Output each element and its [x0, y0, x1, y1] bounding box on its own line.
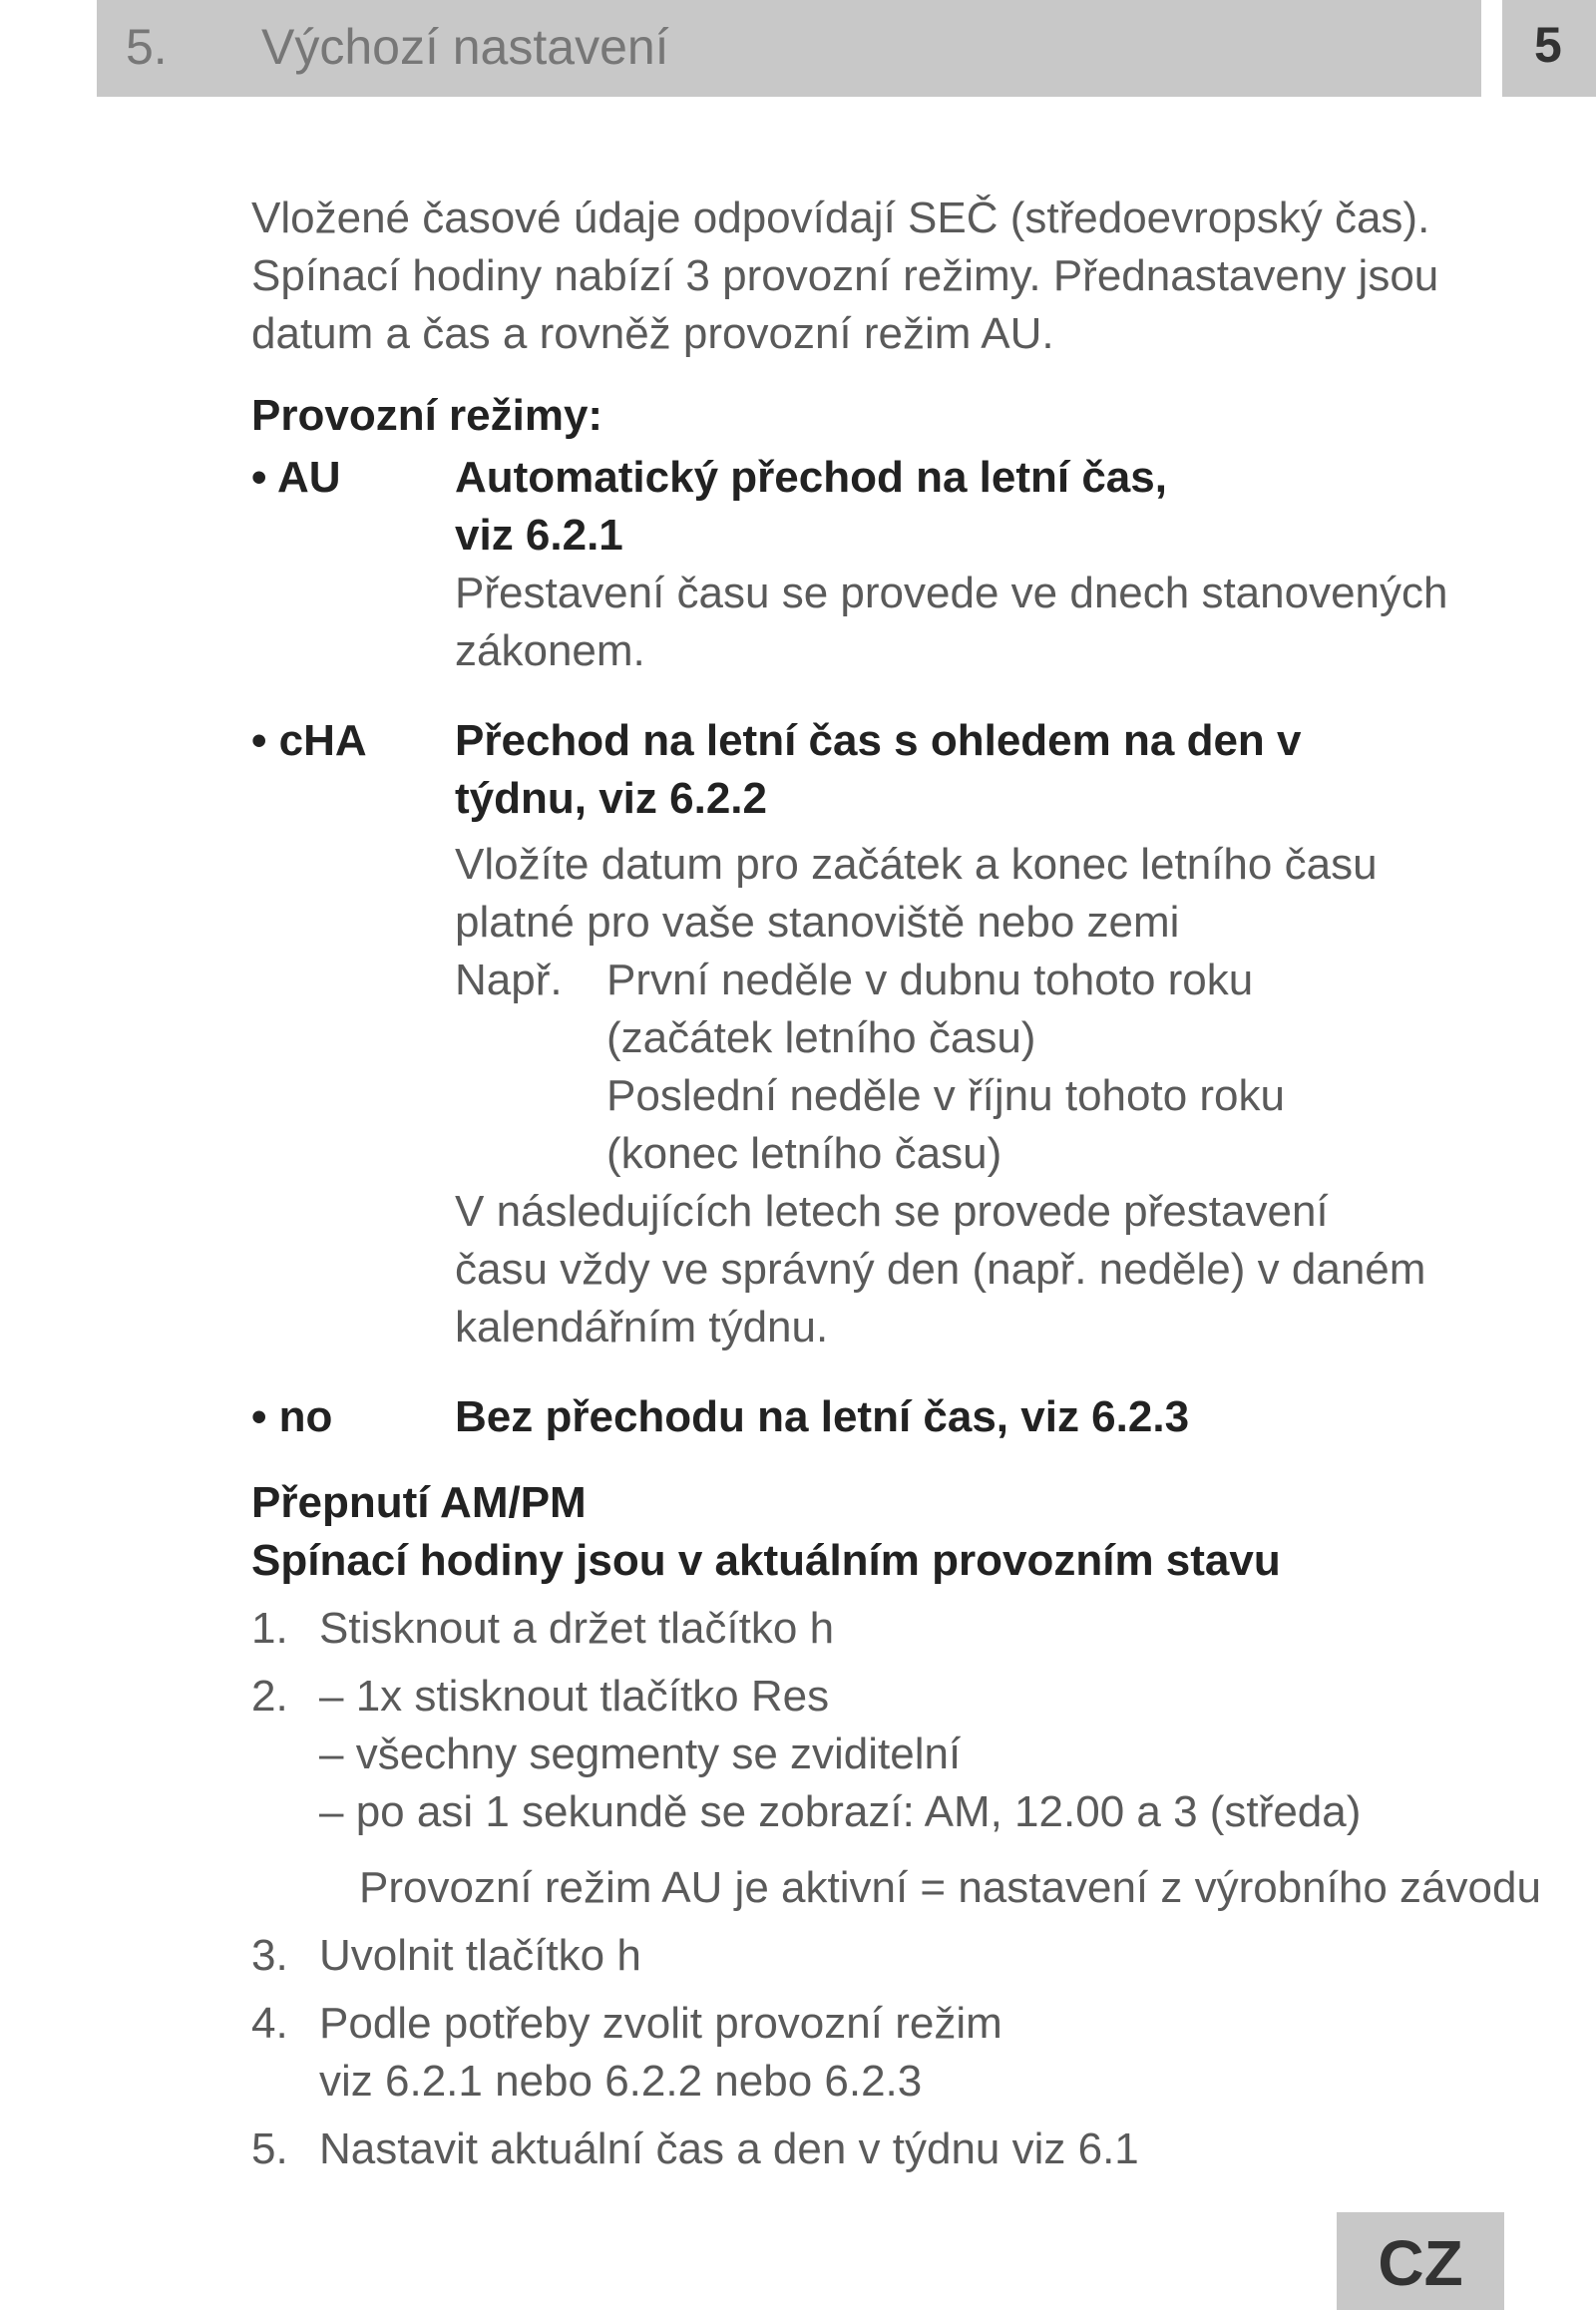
language-tab-label: CZ — [1378, 2227, 1463, 2299]
example-line: První neděle v dubnu tohoto roku — [606, 956, 1254, 1004]
language-tab — [1337, 2212, 1504, 2310]
mode-code: • no — [251, 1392, 333, 1441]
ampm-subheading: Spínací hodiny jsou v aktuálním provozním stavu — [251, 1536, 1281, 1585]
example-line: Poslední neděle v říjnu tohoto roku — [606, 1071, 1286, 1120]
intro-line: Spínací hodiny nabízí 3 provozní režimy. Přednastaveny jsou — [251, 251, 1439, 300]
mode-code: • AU — [251, 453, 341, 502]
mode-desc-line: času vždy ve správný den (např. neděle) v daném — [455, 1245, 1426, 1294]
page-content — [251, 190, 1541, 2178]
mode-title-line: týdnu, viz 6.2.2 — [455, 774, 767, 823]
step-item — [251, 1668, 1508, 1841]
mode-desc-line: V následujících letech se provede přestavení — [455, 1187, 1329, 1236]
mode-item-cha — [251, 712, 1508, 1356]
intro-line: Vložené časové údaje odpovídají SEČ (středoevropský čas). — [251, 193, 1430, 242]
mode-title-line: viz 6.2.1 — [455, 511, 623, 560]
mode-item-au — [251, 449, 1508, 680]
mode-desc-line: zákonem. — [455, 626, 645, 675]
step-line: – 1x stisknout tlačítko Res — [319, 1672, 830, 1721]
step-note: Provozní režim AU je aktivní = nastavení z výrobního závodu — [359, 1863, 1541, 1912]
step-line: Uvolnit tlačítko h — [319, 1931, 641, 1980]
page-number-tab — [1502, 0, 1596, 97]
page-number: 5 — [1534, 17, 1562, 73]
step-line: viz 6.2.1 nebo 6.2.2 nebo 6.2.3 — [319, 2057, 923, 2106]
mode-desc-line: Přestavení času se provede ve dnech stanovených — [455, 569, 1448, 617]
mode-item-no — [251, 1388, 1508, 1446]
mode-desc-line: Vložíte datum pro začátek a konec letního času — [455, 840, 1378, 889]
step-line: – všechny segmenty se zviditelní — [319, 1730, 962, 1778]
step-item — [251, 2120, 1508, 2178]
example-line: (konec letního času) — [606, 1129, 1002, 1178]
step-number: 4. — [251, 1999, 288, 2048]
intro-paragraph — [251, 190, 1508, 363]
mode-desc-line: platné pro vaše stanoviště nebo zemi — [455, 898, 1180, 947]
mode-title-line: Bez přechodu na letní čas, viz 6.2.3 — [455, 1392, 1190, 1441]
example-block — [455, 952, 1508, 1183]
steps-list — [251, 1600, 1541, 2178]
step-item — [251, 1600, 1508, 1658]
step-number: 1. — [251, 1604, 288, 1653]
mode-title-line: Automatický přechod na letní čas, — [455, 453, 1167, 502]
section-number: 5. — [126, 19, 168, 75]
step-number: 5. — [251, 2124, 288, 2173]
step-line: Stisknout a držet tlačítko h — [319, 1604, 835, 1653]
step-number: 3. — [251, 1931, 288, 1980]
step-line: Nastavit aktuální čas a den v týdnu viz 6.1 — [319, 2124, 1139, 2173]
step-line: Podle potřeby zvolit provozní režim — [319, 1999, 1002, 2048]
step-item — [251, 1995, 1508, 2111]
step-item — [251, 1927, 1508, 1985]
example-label: Např. — [455, 956, 563, 1004]
modes-heading: Provozní režimy: — [251, 391, 603, 440]
step-number: 2. — [251, 1672, 288, 1721]
mode-desc-line: kalendářním týdnu. — [455, 1303, 829, 1351]
ampm-heading: Přepnutí AM/PM — [251, 1478, 587, 1527]
mode-title-line: Přechod na letní čas s ohledem na den v — [455, 716, 1302, 765]
step-line: – po asi 1 sekundě se zobrazí: AM, 12.00 a 3 (středa) — [319, 1787, 1362, 1836]
mode-code: • cHA — [251, 716, 367, 765]
intro-line: datum a čas a rovněž provozní režim AU. — [251, 309, 1054, 358]
example-line: (začátek letního času) — [606, 1013, 1036, 1062]
section-title: Výchozí nastavení — [261, 19, 669, 75]
